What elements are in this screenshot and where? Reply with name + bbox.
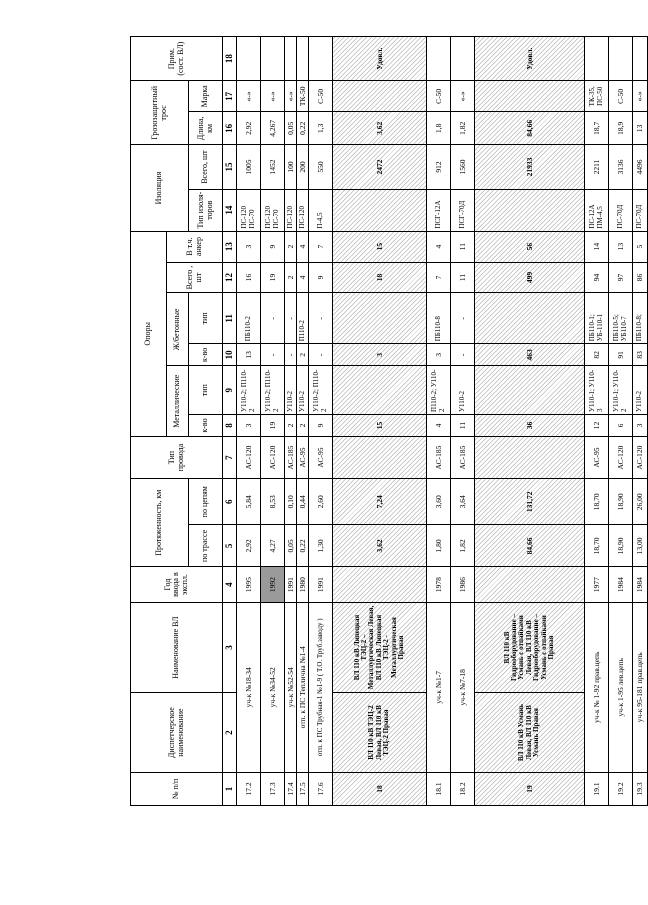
cell-metal-type: П110-2; У110-2 xyxy=(427,366,451,415)
cell-ground-mark: С-50 xyxy=(427,81,451,112)
cell-concrete-qty: 463 xyxy=(475,344,585,366)
cell-ins-type: ПС-70Д xyxy=(633,189,648,231)
cell-disp-name: отп. к ПС Теплична №1-4 xyxy=(297,602,309,772)
cell-disp-name: уч-к № 1-92 прав.цепь xyxy=(585,602,609,772)
header-supports: Опоры xyxy=(131,231,167,436)
col-number: 11 xyxy=(223,293,237,344)
col-number: 4 xyxy=(223,567,237,602)
cell-metal-qty: 2 xyxy=(297,414,309,436)
cell-supports-total: 97 xyxy=(609,262,633,293)
cell-ground-mark: ТК-35, ПС-50 xyxy=(585,81,609,112)
cell-year xyxy=(475,567,585,602)
table-row xyxy=(451,37,475,806)
col-number: 18 xyxy=(223,37,237,81)
cell-len-route: 18,70 xyxy=(585,525,609,567)
cell-year: 1992 xyxy=(261,567,285,602)
cell-ground-length: 2,92 xyxy=(237,112,261,145)
cell-wire: АС-120 xyxy=(261,437,285,479)
cell-disp-name: уч-к №7-18 xyxy=(451,602,475,772)
cell-metal-type: У110-2 xyxy=(633,366,648,415)
header-ground-wire: Грозозащитный трос xyxy=(131,81,189,145)
cell-metal-type: У110-2 xyxy=(285,366,297,415)
cell-ground-length: 4,267 xyxy=(261,112,285,145)
cell-ins-type: ПСГ-12А xyxy=(427,189,451,231)
cell-ins-total: 3136 xyxy=(609,145,633,189)
cell-ins-type: П-4,5 xyxy=(309,189,333,231)
col-number: 7 xyxy=(223,437,237,479)
cell-metal-type xyxy=(475,366,585,415)
cell-ins-total: 2472 xyxy=(333,145,427,189)
cell-ground-mark: ТК-50 xyxy=(297,81,309,112)
cell-note xyxy=(451,37,475,81)
cell-supports-total: 4 xyxy=(297,262,309,293)
header-insulation: Изоляция xyxy=(131,145,189,231)
cell-supports-total: 94 xyxy=(585,262,609,293)
table-row xyxy=(609,37,633,806)
cell-len-chain: 7,24 xyxy=(333,479,427,525)
cell-year: 1986 xyxy=(451,567,475,602)
header-ground-length: Длина, км xyxy=(189,112,223,145)
cell-supports-total: 2 xyxy=(285,262,297,293)
cell-ins-total: 1560 xyxy=(451,145,475,189)
cell-ground-length: 0,05 xyxy=(285,112,297,145)
header-anchor: В т.ч. анкер xyxy=(167,231,223,262)
cell-wire xyxy=(333,437,427,479)
cell-num: 19 xyxy=(475,772,585,805)
cell-len-route: 13,00 xyxy=(633,525,648,567)
table-row xyxy=(427,37,451,806)
cell-len-route: 84,66 xyxy=(475,525,585,567)
header-ins-total: Всего, шт xyxy=(189,145,223,189)
header-wire: Тип провода xyxy=(131,437,223,479)
cell-metal-type xyxy=(333,366,427,415)
cell-ground-mark: С-50 xyxy=(309,81,333,112)
cell-len-chain: 5,84 xyxy=(237,479,261,525)
header-line-name: Наименование ВЛ xyxy=(131,602,223,693)
col-number: 17 xyxy=(223,81,237,112)
cell-disp-name: уч-к №1-7 xyxy=(427,602,451,772)
cell-len-chain: 2,60 xyxy=(309,479,333,525)
col-number: 1 xyxy=(223,772,237,805)
cell-wire: АС-95 xyxy=(309,437,333,479)
cell-num: 17.2 xyxy=(237,772,261,805)
cell-ins-total: 912 xyxy=(427,145,451,189)
cell-len-chain: 8,53 xyxy=(261,479,285,525)
cell-line-name: ВЛ 110 кВ Липецкая ТЭЦ-2 – Металлургическая Левая, ВЛ 110 кВ Липецкая ТЭЦ-2 - Металлургическая Правая xyxy=(333,602,427,693)
cell-metal-qty: 11 xyxy=(451,414,475,436)
cell-len-chain: 3,64 xyxy=(451,479,475,525)
cell-ins-type: ПСГ-70Д xyxy=(451,189,475,231)
cell-concrete-type xyxy=(333,293,427,344)
cell-metal-qty: 3 xyxy=(633,414,648,436)
header-ground-mark: Марка xyxy=(189,81,223,112)
cell-len-chain: 18,90 xyxy=(609,479,633,525)
cell-anchor: 5 xyxy=(633,231,648,262)
table-row xyxy=(633,37,648,806)
cell-num: 17.6 xyxy=(309,772,333,805)
cell-len-route: 4,27 xyxy=(261,525,285,567)
cell-num: 18.1 xyxy=(427,772,451,805)
col-number: 9 xyxy=(223,366,237,415)
cell-wire: АС-185 xyxy=(427,437,451,479)
cell-note xyxy=(427,37,451,81)
power-lines-table xyxy=(130,36,648,806)
cell-num: 19.1 xyxy=(585,772,609,805)
table-row xyxy=(285,37,297,806)
cell-ins-type: ПС-120 ПС-70 xyxy=(237,189,261,231)
cell-note xyxy=(585,37,609,81)
cell-metal-type: У110-2; П110-2 xyxy=(261,366,285,415)
header-concrete-qty: к-во xyxy=(189,344,223,366)
cell-ins-type: ПС-120 ПС-70 xyxy=(261,189,285,231)
cell-len-chain: 26,00 xyxy=(633,479,648,525)
header-ins-type: Тип изоля-торов xyxy=(189,189,223,231)
table-row xyxy=(261,37,285,806)
cell-metal-type: У110-1; У110-3 xyxy=(585,366,609,415)
cell-supports-total: 9 xyxy=(309,262,333,293)
table-row-summary xyxy=(333,37,427,806)
cell-metal-qty: 12 xyxy=(585,414,609,436)
cell-note xyxy=(285,37,297,81)
cell-disp-name: уч-к №18-34 xyxy=(237,602,261,772)
cell-metal-type: У110-2 xyxy=(297,366,309,415)
cell-anchor: 9 xyxy=(261,231,285,262)
cell-supports-total: 11 xyxy=(451,262,475,293)
cell-concrete-type: ПБ110-1; УБ-110-1 xyxy=(585,293,609,344)
cell-concrete-type: ПБ110-8 xyxy=(427,293,451,344)
cell-len-chain: 18,70 xyxy=(585,479,609,525)
cell-anchor: 11 xyxy=(451,231,475,262)
col-number: 6 xyxy=(223,479,237,525)
cell-ground-mark: «-» xyxy=(285,81,297,112)
cell-concrete-type: - xyxy=(285,293,297,344)
cell-ins-total: 1452 xyxy=(261,145,285,189)
header-len-route: по трассе xyxy=(189,525,223,567)
col-number: 2 xyxy=(223,693,237,773)
cell-ground-mark: «-» xyxy=(451,81,475,112)
cell-len-chain: 131,72 xyxy=(475,479,585,525)
cell-wire: АС-185 xyxy=(451,437,475,479)
header-metal-type: тип xyxy=(189,366,223,415)
cell-ins-total: 200 xyxy=(297,145,309,189)
col-number: 14 xyxy=(223,189,237,231)
cell-ground-mark xyxy=(475,81,585,112)
cell-len-route: 1,80 xyxy=(427,525,451,567)
cell-concrete-qty: - xyxy=(451,344,475,366)
cell-ins-type: ПС-120 xyxy=(285,189,297,231)
cell-ins-type xyxy=(333,189,427,231)
col-number: 13 xyxy=(223,231,237,262)
cell-ground-length: 18,9 xyxy=(609,112,633,145)
cell-metal-qty: 2 xyxy=(285,414,297,436)
cell-metal-type: У110-2; П110-2 xyxy=(309,366,333,415)
cell-year: 1984 xyxy=(609,567,633,602)
cell-metal-qty: 36 xyxy=(475,414,585,436)
cell-disp-name: ВЛ 110 кВ Усмань Левая, ВЛ 110 кВ Усмань Правая xyxy=(475,693,585,773)
cell-num: 18 xyxy=(333,772,427,805)
cell-year: 1980 xyxy=(297,567,309,602)
col-number: 3 xyxy=(223,602,237,693)
cell-note: Удовл. xyxy=(333,37,427,81)
cell-note xyxy=(609,37,633,81)
cell-anchor: 4 xyxy=(297,231,309,262)
cell-metal-qty: 3 xyxy=(237,414,261,436)
cell-year: 1991 xyxy=(309,567,333,602)
cell-concrete-type: - xyxy=(451,293,475,344)
cell-anchor: 7 xyxy=(309,231,333,262)
cell-ground-mark: С-50 xyxy=(609,81,633,112)
cell-note: Удовл. xyxy=(475,37,585,81)
table-header xyxy=(131,37,237,806)
cell-ins-type xyxy=(475,189,585,231)
cell-year: 1995 xyxy=(237,567,261,602)
cell-note xyxy=(237,37,261,81)
cell-concrete-qty: 83 xyxy=(633,344,648,366)
cell-ground-length: 84,66 xyxy=(475,112,585,145)
header-length: Протяженность, км xyxy=(131,479,189,567)
col-number: 16 xyxy=(223,112,237,145)
cell-len-chain: 0,44 xyxy=(297,479,309,525)
cell-wire: АС-95 xyxy=(297,437,309,479)
cell-anchor: 13 xyxy=(609,231,633,262)
cell-anchor: 56 xyxy=(475,231,585,262)
cell-ins-type: ПС-70Д xyxy=(609,189,633,231)
cell-metal-type: У110-1; У110-2 xyxy=(609,366,633,415)
cell-metal-qty: 19 xyxy=(261,414,285,436)
cell-ins-type: ПС-12А ПМ-4,5 xyxy=(585,189,609,231)
cell-concrete-type xyxy=(475,293,585,344)
cell-ground-length: 0,22 xyxy=(297,112,309,145)
cell-ground-length: 1,3 xyxy=(309,112,333,145)
table-row xyxy=(585,37,609,806)
cell-disp-name: ВЛ 110 кВ ТЭЦ-2 Левая, ВЛ 110 кВ ТЭЦ-2 Правая xyxy=(333,693,427,773)
cell-supports-total: 499 xyxy=(475,262,585,293)
cell-num: 17.4 xyxy=(285,772,297,805)
header-num: № п/п xyxy=(131,772,223,805)
cell-ground-length: 1,8 xyxy=(427,112,451,145)
cell-concrete-qty: 3 xyxy=(427,344,451,366)
cell-year: 1984 xyxy=(633,567,648,602)
cell-num: 17.3 xyxy=(261,772,285,805)
cell-disp-name: отп. к ПС Трубная-1 №1-9 ( Т.О. Труб.заводу ) xyxy=(309,602,333,772)
header-concrete: Ж/бетонные xyxy=(167,293,189,366)
col-number: 8 xyxy=(223,414,237,436)
cell-disp-name: уч-к 1-95 лев.цепь xyxy=(609,602,633,772)
header-disp-name: Диспетчерское наименование xyxy=(131,693,223,773)
cell-wire: АС-120 xyxy=(237,437,261,479)
cell-anchor: 2 xyxy=(285,231,297,262)
table-row xyxy=(309,37,333,806)
cell-note xyxy=(309,37,333,81)
cell-anchor: 14 xyxy=(585,231,609,262)
cell-anchor: 3 xyxy=(237,231,261,262)
cell-supports-total: 19 xyxy=(261,262,285,293)
cell-ins-total: 21933 xyxy=(475,145,585,189)
cell-len-route: 0,05 xyxy=(285,525,297,567)
cell-num: 18.2 xyxy=(451,772,475,805)
cell-len-route: 18,90 xyxy=(609,525,633,567)
cell-supports-total: 86 xyxy=(633,262,648,293)
cell-wire: АС-95 xyxy=(585,437,609,479)
col-number: 10 xyxy=(223,344,237,366)
cell-concrete-qty: 13 xyxy=(237,344,261,366)
cell-ground-length: 1,82 xyxy=(451,112,475,145)
cell-ground-length: 18,7 xyxy=(585,112,609,145)
page-number: 7 xyxy=(575,36,586,42)
cell-supports-total: 16 xyxy=(237,262,261,293)
cell-wire: АС-120 xyxy=(609,437,633,479)
column-numbers-row xyxy=(223,37,237,806)
cell-metal-type: У110-2; П110-2 xyxy=(237,366,261,415)
cell-len-route: 1,82 xyxy=(451,525,475,567)
col-number: 15 xyxy=(223,145,237,189)
cell-ground-length: 3,62 xyxy=(333,112,427,145)
cell-concrete-qty: 91 xyxy=(609,344,633,366)
header-year: Год ввода в экспл. xyxy=(131,567,223,602)
cell-concrete-type: ПБ110-2 xyxy=(237,293,261,344)
cell-ground-mark xyxy=(333,81,427,112)
cell-year: 1991 xyxy=(285,567,297,602)
cell-disp-name: уч-к №34-52 xyxy=(261,602,285,772)
cell-ground-mark: «-» xyxy=(633,81,648,112)
cell-len-route: 3,62 xyxy=(333,525,427,567)
cell-concrete-type: ПБ110-8; xyxy=(633,293,648,344)
cell-ins-total: 550 xyxy=(309,145,333,189)
cell-concrete-qty: 2 xyxy=(297,344,309,366)
cell-concrete-qty: - xyxy=(285,344,297,366)
cell-concrete-qty: - xyxy=(309,344,333,366)
cell-ins-total: 2211 xyxy=(585,145,609,189)
cell-len-route: 1,30 xyxy=(309,525,333,567)
cell-len-chain: 0,10 xyxy=(285,479,297,525)
cell-disp-name: уч-к 95-181 прав.цепь xyxy=(633,602,648,772)
cell-ground-mark: «-» xyxy=(237,81,261,112)
cell-num: 19.2 xyxy=(609,772,633,805)
table-row xyxy=(237,37,261,806)
cell-anchor: 15 xyxy=(333,231,427,262)
header-concrete-type: тип xyxy=(189,293,223,344)
cell-metal-qty: 6 xyxy=(609,414,633,436)
cell-len-route: 2,92 xyxy=(237,525,261,567)
cell-num: 19.3 xyxy=(633,772,648,805)
table-body xyxy=(237,37,648,806)
cell-metal-qty: 15 xyxy=(333,414,427,436)
cell-ground-length: 13 xyxy=(633,112,648,145)
header-note: Прим. (сост. ВЛ) xyxy=(131,37,223,81)
cell-note xyxy=(633,37,648,81)
cell-len-chain: 3,60 xyxy=(427,479,451,525)
cell-wire: АС-185 xyxy=(285,437,297,479)
cell-concrete-qty: - xyxy=(261,344,285,366)
cell-concrete-qty: 82 xyxy=(585,344,609,366)
cell-wire: АС-120 xyxy=(633,437,648,479)
cell-year: 1977 xyxy=(585,567,609,602)
cell-wire xyxy=(475,437,585,479)
cell-year xyxy=(333,567,427,602)
cell-supports-total: 18 xyxy=(333,262,427,293)
col-number: 12 xyxy=(223,262,237,293)
header-metal: Металлические xyxy=(167,366,189,437)
cell-num: 17.5 xyxy=(297,772,309,805)
cell-metal-qty: 4 xyxy=(427,414,451,436)
cell-year: 1978 xyxy=(427,567,451,602)
cell-line-name: ВЛ 110 кВ Гидрооборудование – Усмань с отпайками Левая, ВЛ 110 кВ Гидрооборудование – Усмань с отпайками Правая xyxy=(475,602,585,693)
cell-ins-total: 100 xyxy=(285,145,297,189)
cell-metal-qty: 9 xyxy=(309,414,333,436)
header-supports-total: Всего , шт xyxy=(167,262,223,293)
table-row-summary xyxy=(475,37,585,806)
cell-note xyxy=(261,37,285,81)
cell-concrete-type: П110-2 xyxy=(297,293,309,344)
cell-concrete-qty: 3 xyxy=(333,344,427,366)
cell-anchor: 4 xyxy=(427,231,451,262)
table-row xyxy=(297,37,309,806)
cell-concrete-type: - xyxy=(309,293,333,344)
rotated-page xyxy=(130,36,645,806)
cell-ins-total: 4496 xyxy=(633,145,648,189)
cell-concrete-type: ПБ110-5; УБ110-7 xyxy=(609,293,633,344)
cell-ground-mark: «-» xyxy=(261,81,285,112)
header-len-chain: по цепям xyxy=(189,479,223,525)
header-metal-qty: к-во xyxy=(189,414,223,436)
cell-disp-name: уч-к №52-54 xyxy=(285,602,297,772)
cell-metal-type: У110-2 xyxy=(451,366,475,415)
cell-ins-total: 1005 xyxy=(237,145,261,189)
cell-concrete-type: - xyxy=(261,293,285,344)
cell-len-route: 0,22 xyxy=(297,525,309,567)
cell-note xyxy=(297,37,309,81)
col-number: 5 xyxy=(223,525,237,567)
cell-supports-total: 7 xyxy=(427,262,451,293)
cell-ins-type: ПС-120 xyxy=(297,189,309,231)
